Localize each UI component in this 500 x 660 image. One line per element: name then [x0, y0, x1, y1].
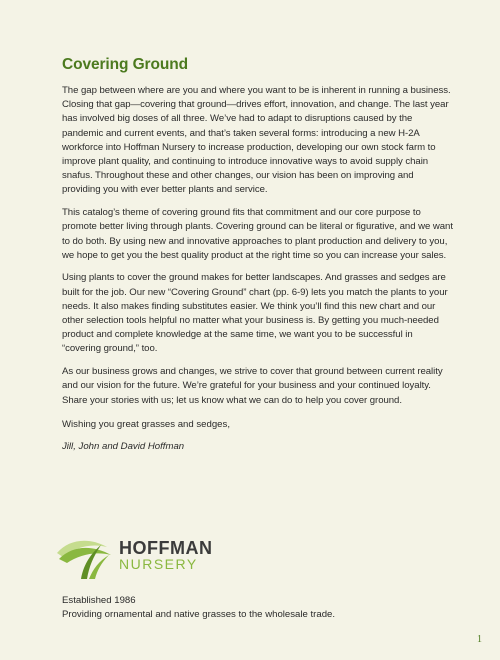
paragraph-2: This catalog’s theme of covering ground fits that commitment and our core purpose to promote better living through plants. Covering ground can be literal or figurative, and we want to do both. By using new and innovative approaches to plant production and delivery to you, we hope to get you the best quality product at the right time so you can increase your sales. [62, 207, 453, 261]
page-number: 1 [477, 634, 482, 645]
page-title: Covering Ground [62, 56, 188, 73]
grass-leaf-icon [55, 533, 119, 581]
footer [62, 594, 462, 621]
closing-line: Wishing you great grasses and sedges, [62, 418, 230, 430]
logo-wordmark [119, 539, 212, 572]
paragraph-3: Using plants to cover the ground makes for better landscapes. And grasses and sedges are built for the job. Our new “Covering Ground” chart (pp. 6-9) lets you match the plants to your needs. It also makes finding substitutes easier. We think you’ll find this new chart and our other selection tools helpful no matter what your business is. By getting you much-needed product and complete knowledge at the same time, we want you to be successful in “covering ground,” too. [62, 272, 448, 355]
paragraph-4: As our business grows and changes, we strive to cover that ground between current reality and our vision for the future. We’re grateful for your business and your continued loyalty. Share your stories with us; let us know what we can do to help you cover ground. [62, 366, 443, 406]
established-line: Established 1986 [62, 595, 136, 606]
letter-body [62, 56, 454, 454]
logo-name: HOFFMAN [119, 538, 213, 558]
logo-subtitle: NURSERY [119, 556, 198, 572]
tagline: Providing ornamental and native grasses to the wholesale trade. [62, 608, 336, 620]
signature: Jill, John and David Hoffman [62, 440, 185, 452]
hoffman-nursery-logo [55, 533, 255, 583]
paragraph-1: The gap between where are you and where you want to be is inherent in running a business. Closing that gap—covering that ground—drives effort, innovation, and change. The last year has involved big doses of all three. We’ve had to adapt to disruptions caused by the pandemic and current events, and that’s taken several forms: introducing a new H-2A workforce into Hoffman Nursery to increase production, developing our own stock farm to improve plant quality, and continuing to introduce innovative ways to avoid supply chain snafus. Throughout these and other changes, our vision has been on improving and providing you with ever better plants and service. [62, 85, 451, 196]
